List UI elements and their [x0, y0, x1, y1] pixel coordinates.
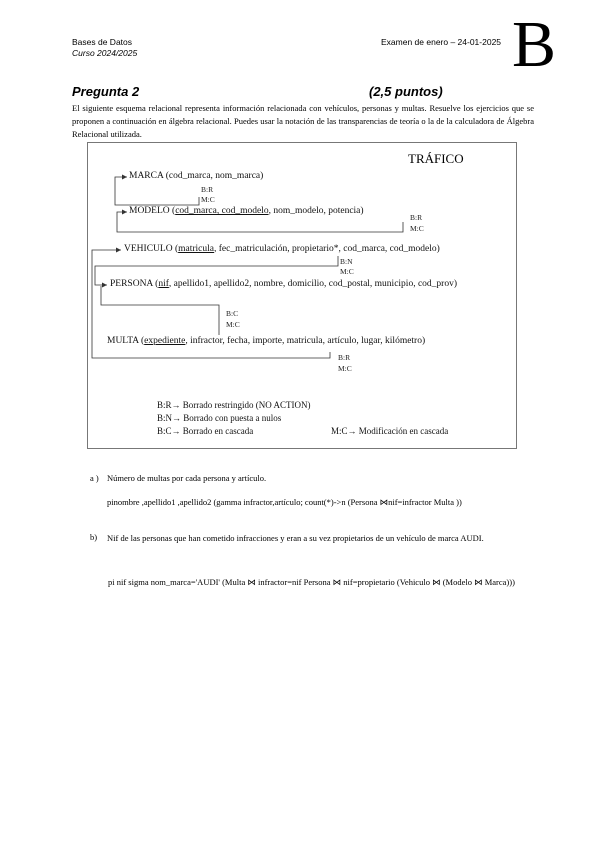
relation-multa: [107, 336, 425, 346]
exam-version: B: [512, 8, 557, 81]
legend-mc: M:C→ Modificación en cascada: [331, 426, 449, 436]
relation-vehiculo: [124, 244, 440, 254]
relation-name: PERSONA: [110, 279, 153, 289]
fk-delete-rule: B:R: [410, 213, 423, 222]
relation-name: VEHICULO: [124, 244, 173, 254]
fk-delete-rule: B:R: [338, 353, 351, 362]
fk-update-rule: M:C: [201, 195, 215, 204]
fk-update-rule: M:C: [410, 224, 424, 233]
question-points: (2,5 puntos): [369, 84, 443, 99]
relation-marca: [129, 171, 263, 181]
arrowhead-vehiculo: [116, 248, 121, 253]
paren: (: [141, 336, 145, 346]
relation-attrs: , fec_matriculación, propietario*, cod_marca, cod_modelo): [213, 244, 440, 254]
arrowhead-modelo: [122, 210, 127, 215]
exam-date: Examen de enero – 24-01-2025: [381, 37, 502, 47]
paren: (: [155, 279, 159, 289]
arrowhead-persona: [102, 283, 107, 288]
relation-attrs: (cod_marca, nom_marca): [165, 171, 264, 181]
fk-delete-rule: B:N: [340, 257, 353, 266]
relation-attrs: , nom_modelo, potencia): [268, 206, 364, 216]
exercise-a-statement: Número de multas por cada persona y artículo.: [107, 473, 267, 483]
fk-update-rule: M:C: [340, 267, 354, 276]
primary-key: matricula: [178, 244, 214, 254]
relation-attrs: , infractor, fecha, importe, matricula, artículo, lugar, kilómetro): [185, 336, 426, 346]
fk-update-rule: M:C: [338, 364, 352, 373]
relation-attrs: , apellido1, apellido2, nombre, domicilio, cod_postal, municipio, cod_prov): [168, 279, 457, 289]
exercise-b-letter: b): [90, 532, 98, 542]
relation-name: MODELO: [129, 206, 170, 216]
fk-delete-rule: B:C: [226, 309, 239, 318]
exercise-b-answer: pi nif sigma nom_marca='AUDI' (Multa ⋈ infractor=nif Persona ⋈ nif=propietario (Vehiculo ⋈ (Modelo ⋈ Marca))): [108, 577, 515, 587]
exercise-a-answer: pinombre ,apellido1 ,apellido2 (gamma infractor,artículo; count(*)->n (Persona ⋈nif=infractor Multa )): [107, 497, 462, 507]
paren: (: [172, 206, 176, 216]
relation-name: MULTA: [107, 336, 139, 346]
course-year: Curso 2024/2025: [72, 48, 138, 58]
primary-key: cod_marca, cod_modelo: [175, 206, 269, 216]
primary-key: nif: [158, 279, 169, 289]
fk-delete-rule: B:R: [201, 185, 214, 194]
relation-modelo: [129, 206, 364, 216]
arrowhead-marca: [122, 175, 127, 180]
legend-br: B:R→ Borrado restringido (NO ACTION): [157, 400, 311, 410]
primary-key: expediente: [144, 336, 186, 346]
diagram-title: TRÁFICO: [408, 151, 464, 166]
exercise-b-statement: Nif de las personas que han cometido infracciones y eran a su vez propietarios de un vehículo de marca AUDI.: [107, 533, 484, 543]
question-title: Pregunta 2: [72, 84, 140, 99]
question-intro: El siguiente esquema relacional representa información relacionada con vehículos, personas y multas. Resuelve los ejercicios que se proponen a continuación en álgebra relacional. Puedes usar la notación de las transparencias de teoría o la de la calculadora de Álgebra Relacional utilizada.: [72, 103, 534, 139]
course-name: Bases de Datos: [72, 37, 133, 47]
relation-name: MARCA: [129, 171, 164, 181]
legend-bn: B:N→ Borrado con puesta a nulos: [157, 413, 282, 423]
paren: (: [174, 244, 179, 254]
fk-update-rule: M:C: [226, 320, 240, 329]
relation-persona: [110, 279, 457, 289]
legend-bc: B:C→ Borrado en cascada: [157, 426, 254, 436]
exercise-a-letter: a ): [90, 473, 99, 483]
